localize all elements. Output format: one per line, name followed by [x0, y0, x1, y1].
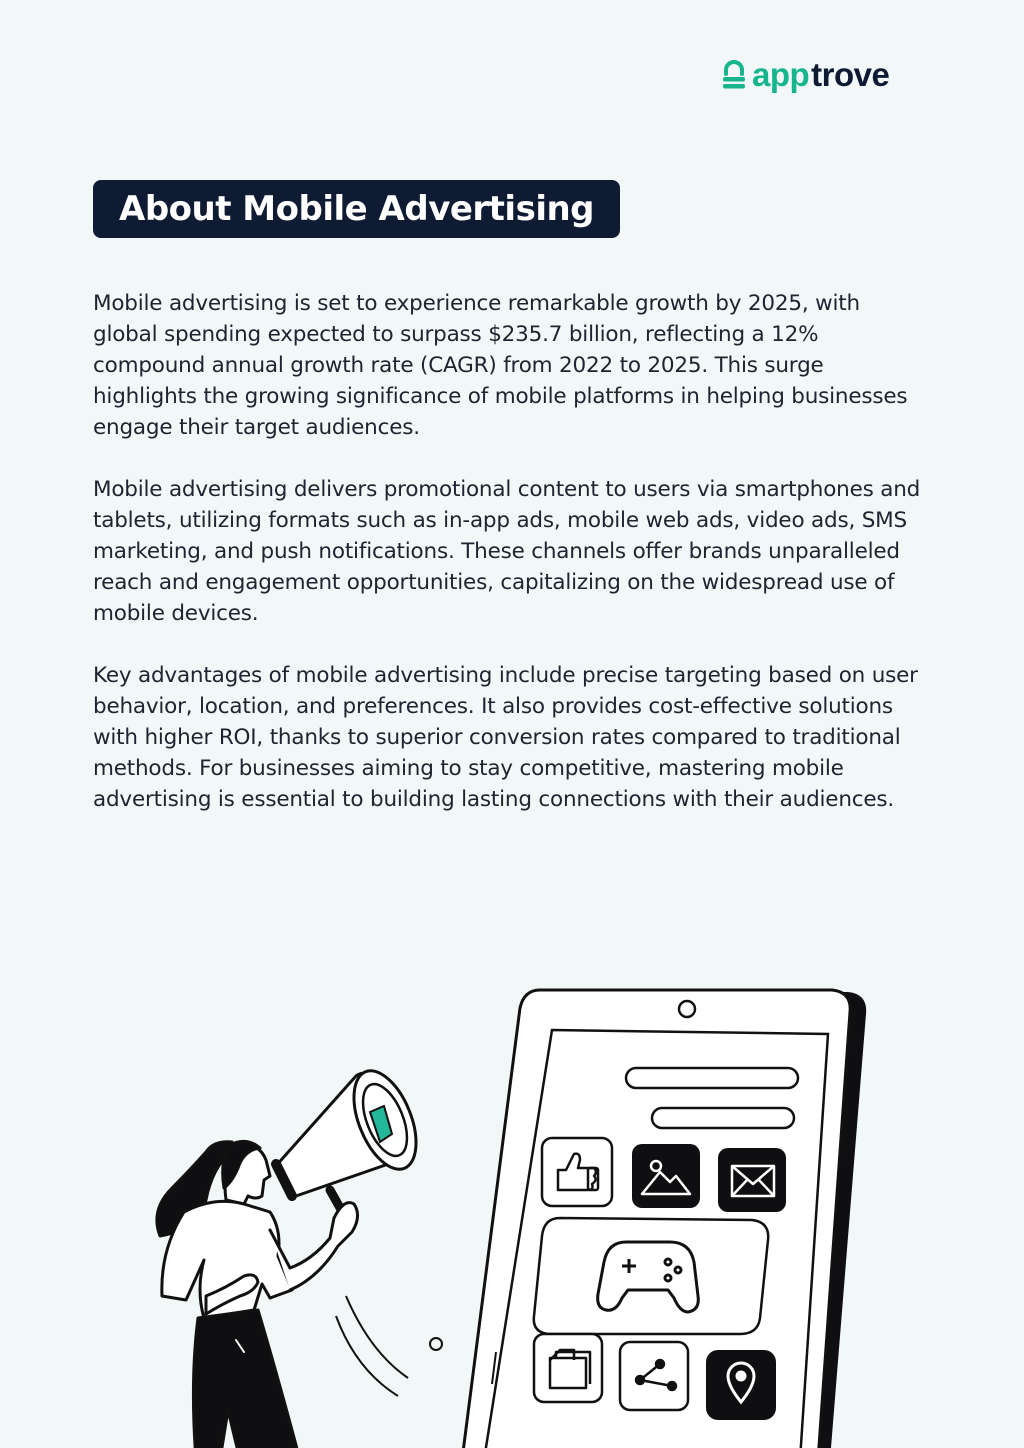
folder-tile: [534, 1334, 602, 1402]
screen-bar-2: [652, 1108, 794, 1128]
logo-text-app: app: [752, 56, 810, 93]
megaphone-icon: [274, 1062, 429, 1222]
paragraph-2: Mobile advertising delivers promotional content to users via smartphones and tablets, utilizing formats such as in-app ads, mobile web ads, video ads, SMS marketing, and push notifications. These channels offer brands unparalleled reach and engagement opportunities, capitalizing on the widespread use of mobile devices.: [93, 477, 921, 626]
image-tile: [632, 1144, 700, 1208]
screen-bar-1: [626, 1068, 798, 1088]
article-body: [93, 288, 923, 846]
location-tile: [706, 1350, 776, 1420]
logo-mark-icon: [720, 60, 748, 90]
mail-tile: [718, 1148, 786, 1212]
thumbs-up-tile: [542, 1138, 612, 1206]
phone-camera-icon: [679, 1001, 695, 1017]
game-tile: [534, 1218, 768, 1334]
page-title: About Mobile Advertising: [119, 189, 595, 229]
heading-banner: [93, 180, 620, 238]
apptrove-logo: [720, 56, 889, 94]
paragraph-3: Key advantages of mobile advertising include precise targeting based on user behavior, location, and preferences. It also provides cost-effective solutions with higher ROI, thanks to superior conversion rates compared to traditional methods. For businesses aiming to stay competitive, mastering mobile advertising is essential to building lasting connections with their audiences.: [93, 663, 918, 812]
logo-text-trove: trove: [811, 56, 890, 93]
paragraph-1: Mobile advertising is set to experience remarkable growth by 2025, with global spending expected to surpass $235.7 billion, reflecting a 12% compound annual growth rate (CAGR) from 2022 to 2025. This surge highlights the growing significance of mobile platforms in helping businesses engage their target audiences.: [93, 291, 908, 440]
mobile-advertising-illustration: [0, 960, 1024, 1448]
share-tile: [620, 1342, 688, 1410]
